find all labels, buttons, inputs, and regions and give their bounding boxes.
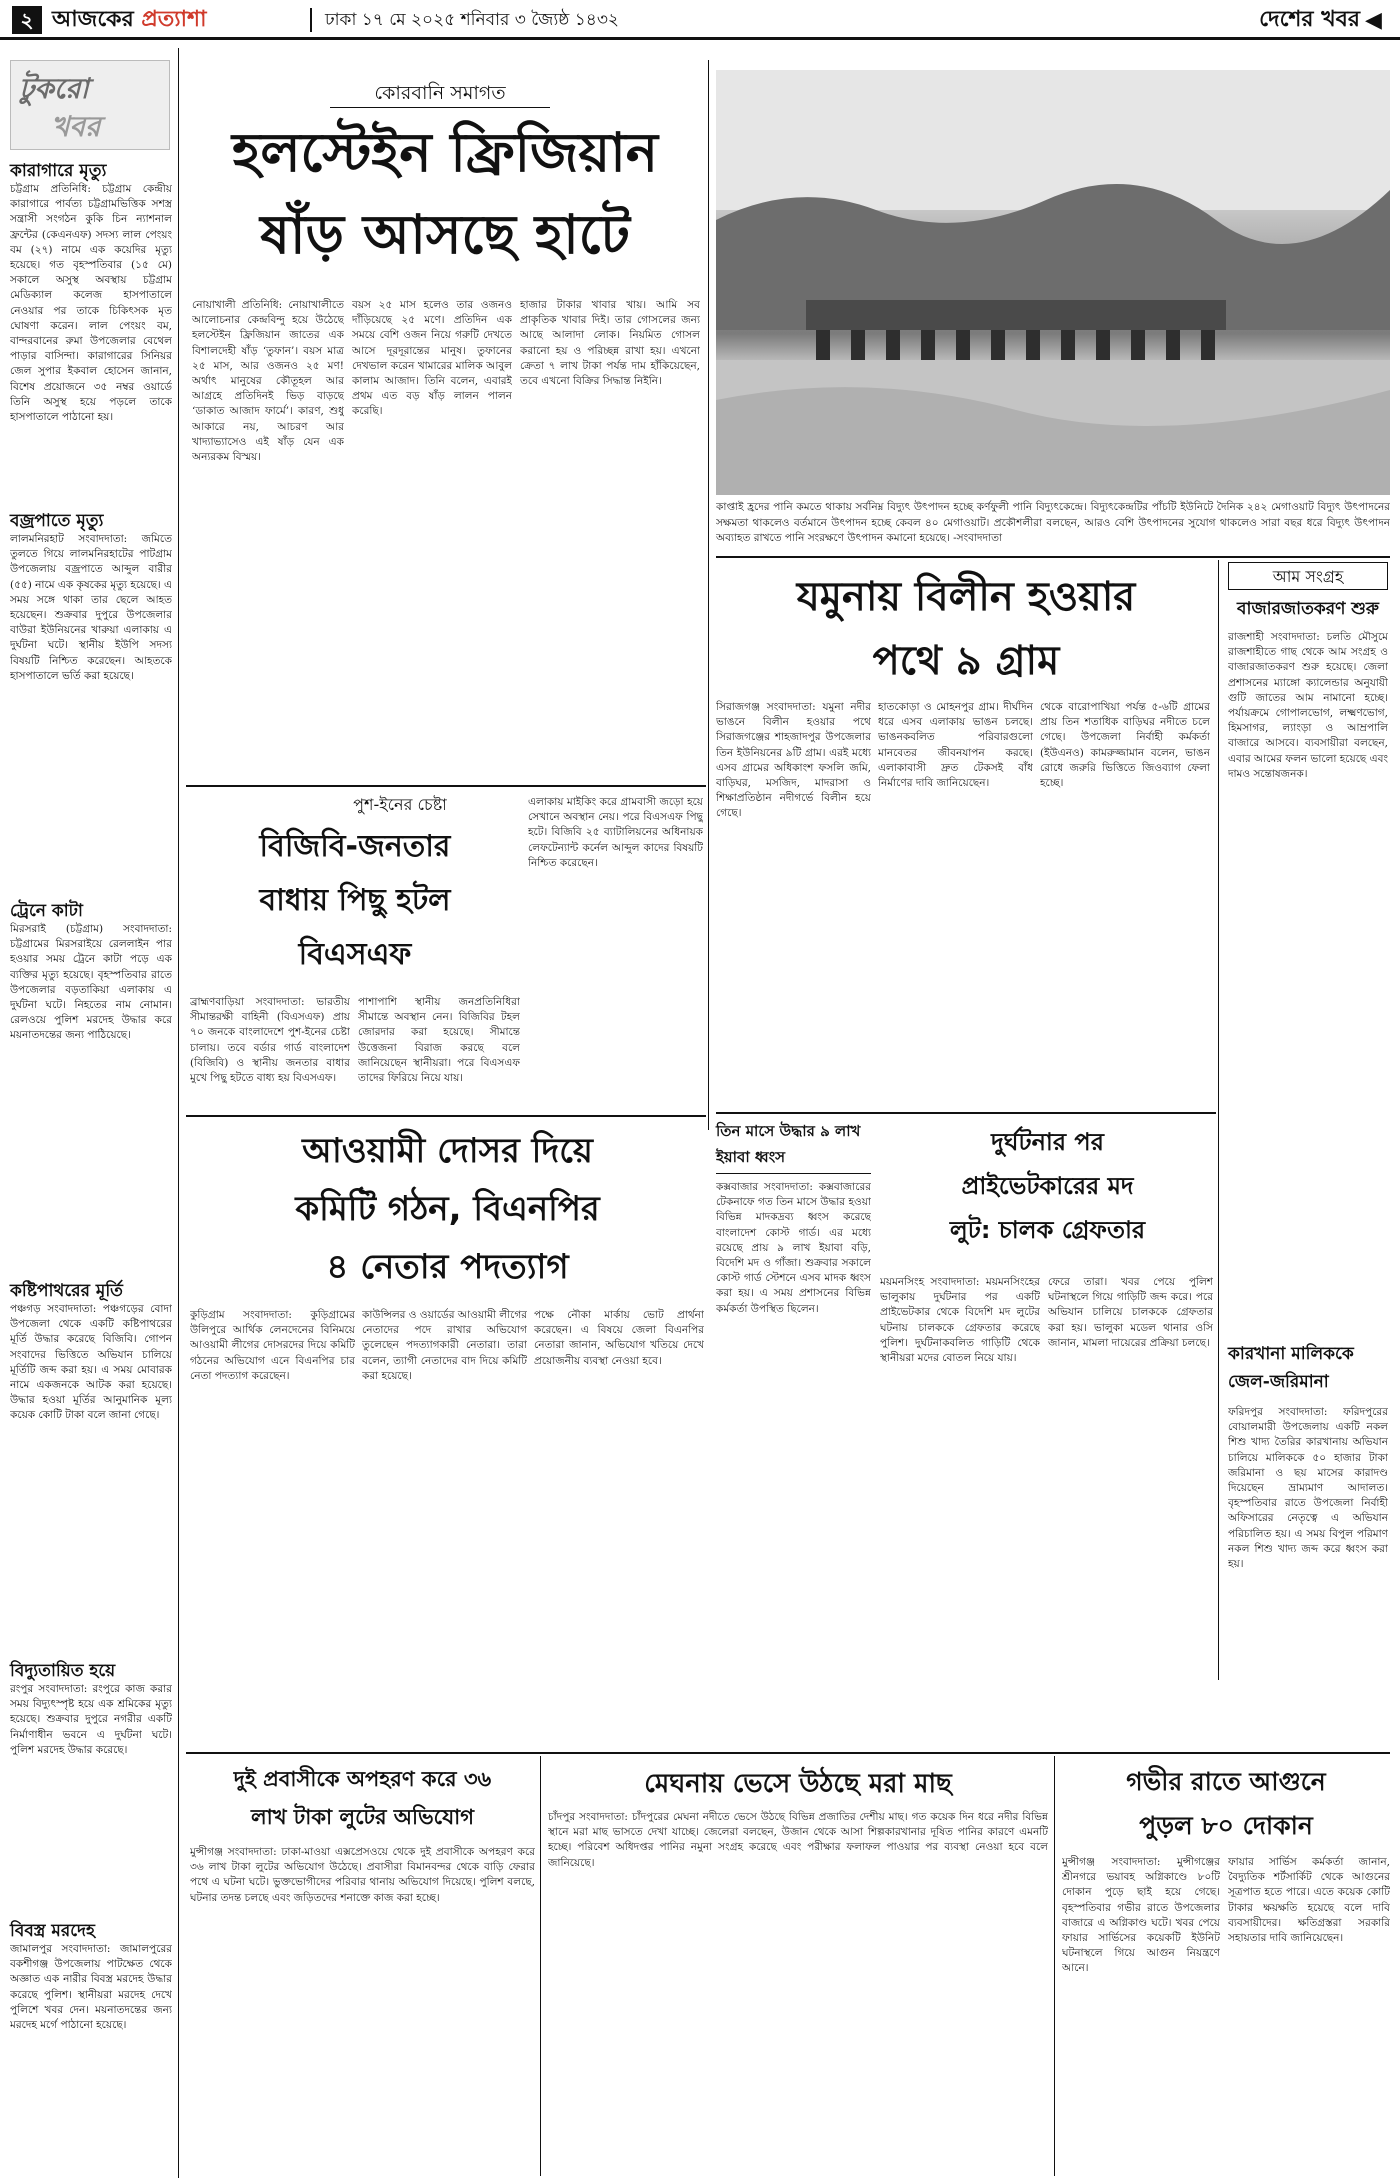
fire-headline bbox=[1062, 1760, 1390, 1850]
fire-headline-line2: পুড়ল ৮০ দোকান bbox=[1139, 1811, 1313, 1840]
bgb-col2: পাশাপাশি স্থানীয় জনপ্রতিনিধিরা সীমান্তে অবস্থান নেন। বিজিবির টহল জোরদার করা হয়েছে। সীমান্তে উত্তেজনা বিরাজ করছে বলে জানিয়েছেন স্থানীয়রা। পরে বিএসএফ তাদের ফিরিয়ে নিয়ে যায়। bbox=[358, 996, 520, 1085]
photo-caption: কাপ্তাই হ্রদের পানি কমতে থাকায় সর্বনিম্ন বিদ্যুৎ উৎপাদন হচ্ছে কর্ণফুলী পানি বিদ্যুৎকেন্দ্রে। বিদ্যুৎকেন্দ্রটির পাঁচটি ইউনিটে দৈনিক ২৪২ মেগাওয়াট বিদ্যুৎ উৎপাদনের সক্ষমতা থাকলেও বর্তমানে উৎপাদন হচ্ছে কেবল ৪০ মেগাওয়াট। প্রকৌশলীরা বলছেন, আরও বেশি উৎপাদনের সুযোগ থাকলেও সারা বছর ধরে বিদ্যুৎ উৎপাদন অব্যাহত রাখতে পানি সংরক্ষণে উৎপাদন কমানো হয়েছে। -সংবাদদাতা bbox=[716, 501, 1390, 544]
lead-headline bbox=[190, 112, 700, 287]
bottom-row-rule bbox=[186, 1752, 1390, 1754]
page-header bbox=[0, 0, 1400, 40]
lead-headline-line2: ষাঁড় আসছে হাটে bbox=[260, 203, 630, 266]
accident-headline-line2: প্রাইভেটকারের মদ bbox=[961, 1172, 1134, 1200]
awami-headline bbox=[190, 1122, 705, 1302]
bgb-headline-line1: বিজিবি-জনতার bbox=[259, 829, 451, 864]
awami-headline-line1: আওয়ামী দোসর দিয়ে bbox=[302, 1131, 593, 1171]
yaba-text: কক্সবাজার সংবাদদাতা: কক্সবাজারের টেকনাফে গত তিন মাসে উদ্ধার হওয়া বিভিন্ন মাদকদ্রব্য ধ্বংস করেছে বাংলাদেশ কোস্ট গার্ড। এর মধ্যে রয়েছে প্রায় ৯ লাখ ইয়াবা বড়ি, বিদেশি মদ ও গাঁজা। শুক্রবার সকালে কোস্ট গার্ড স্টেশনে এসব মাদক ধ্বংস করা হয়। এ সময় প্রশাসনের বিভিন্ন কর্মকর্তা উপস্থিত ছিলেন। bbox=[716, 1181, 871, 1315]
sidebar-item-title: কারাগারে মৃত্যু bbox=[10, 161, 107, 181]
sidebar-logo bbox=[10, 60, 170, 150]
accident-headline-line3: লুট: চালক গ্রেফতার bbox=[949, 1216, 1146, 1244]
yaba-title: তিন মাসে উদ্ধার ৯ লাখ ইয়াবা ধ্বংস bbox=[716, 1118, 871, 1174]
lead-story-col2: বয়স ২৫ মাস হলেও তার ওজনও দাঁড়িয়েছে ২৫ মণে। প্রতিদিন এক সময়ে বেশি ওজন নিয়ে গরুটি দেখতে আসে দূরদূরান্তের মানুষ। তুফানের দেখভাল করেন খামারের মালিক আবুল কালাম আজাদ। তিনি বলেন, এবারই প্রথম এত বড় ষাঁড় লালন পালন করেছি। bbox=[352, 299, 512, 418]
factory-text: ফরিদপুর সংবাদদাতা: ফরিদপুরের বোয়ালমারী উপজেলায় একটি নকল শিশু খাদ্য তৈরির কারখানায় অভিযান চালিয়ে মালিককে ৫০ হাজার টাকা জরিমানা ও ছয় মাসের কারাদণ্ড দিয়েছেন ভ্রাম্যমাণ আদালত। বৃহস্পতিবার রাতে উপজেলা নির্বাহী অফিসারের নেতৃত্বে এ অভিযান পরিচালিত হয়। এ সময় বিপুল পরিমাণ নকল শিশু খাদ্য জব্দ করে ধ্বংস করা হয়। bbox=[1228, 1406, 1388, 1571]
abduction-headline-line1: দুই প্রবাসীকে অপহরণ করে ৩৬ bbox=[233, 1767, 492, 1791]
abduction-headline-line2: লাখ টাকা লুটের অভিযোগ bbox=[250, 1805, 475, 1829]
sidebar-item bbox=[10, 1280, 172, 1650]
lead-story-col3: হাজার টাকার খাবার খায়। আমি সব প্রাকৃতিক খাবার দিই। তার গোসলের জন্য আছে আলাদা লোক। নিয়মিত গোসল করানো হয় ও পরিচ্ছন্ন রাখা হয়। এখনো ক্রেতা ৭ লাখ টাকা পর্যন্ত দাম হাঁকিয়েছেন, তবে এখনো বিক্রির সিদ্ধান্ত নিইনি। bbox=[520, 299, 700, 388]
sidebar-item-title: বিদ্যুতায়িত হয়ে bbox=[10, 1661, 116, 1681]
sidebar-item bbox=[10, 1660, 172, 1910]
jamuna-col2: হাতকোড়া ও মোহনপুর গ্রাম। দীর্ঘদিন ধরে এসব এলাকায় ভাঙন চলছে। ভাঙনকবলিত পরিবারগুলো মানবেতর জীবনযাপন করছে। এলাকাবাসী দ্রুত টেকসই বাঁধ নির্মাণের দাবি জানিয়েছেন। bbox=[878, 701, 1033, 790]
section-title: দেশের খবর bbox=[1259, 7, 1360, 32]
bgb-kicker: পুশ-ইনের চেষ্টা bbox=[353, 795, 447, 814]
dam-photo bbox=[716, 70, 1390, 495]
jamuna-headline bbox=[716, 565, 1216, 695]
fish-headline: মেঘনায় ভেসে উঠছে মরা মাছ bbox=[644, 1769, 952, 1799]
dateline: ঢাকা ১৭ মে ২০২৫ শনিবার ৩ জ্যৈষ্ঠ ১৪৩২ bbox=[325, 10, 619, 30]
accident-col1: ময়মনসিংহ সংবাদদাতা: ময়মনসিংহের ভালুকায় দুর্ঘটনার পর একটি প্রাইভেটকার থেকে বিদেশি মদ লুটের ঘটনায় চালককে গ্রেফতার করেছে পুলিশ। দুর্ঘটনাকবলিত গাড়িটি থেকে স্থানীয়রা মদের বোতল নিয়ে যায়। bbox=[880, 1276, 1040, 1365]
sidebar-item-title: ট্রেনে কাটা bbox=[10, 901, 83, 921]
bgb-headline bbox=[190, 820, 520, 990]
lead-headline-line1: হলস্টেইন ফ্রিজিয়ান bbox=[231, 121, 659, 184]
sidebar-item bbox=[10, 1920, 172, 2175]
page-number: ২ bbox=[12, 6, 42, 34]
fire-col2: ফায়ার সার্ভিস কর্মকর্তা জানান, বৈদ্যুতিক শর্টসার্কিট থেকে আগুনের সূত্রপাত হতে পারে। এতে কয়েক কোটি টাকার ক্ষয়ক্ষতি হয়েছে বলে দাবি ব্যবসায়ীদের। ক্ষতিগ্রস্তরা সরকারি সহায়তার দাবি জানিয়েছেন। bbox=[1228, 1856, 1390, 1945]
abduction-headline bbox=[190, 1760, 535, 1840]
lead-kicker: কোরবানি সমাগত bbox=[330, 78, 550, 108]
sidebar-divider bbox=[178, 48, 179, 2178]
bgb-col3: এলাকায় মাইকিং করে গ্রামবাসী জড়ো হয়ে সেখানে অবস্থান নেয়। পরে বিএসএফ পিছু হটে। বিজিবি ২৫ ব্যাটালিয়নের অধিনায়ক লেফটেন্যান্ট কর্নেল আব্দুল কাদের বিষয়টি নিশ্চিত করেছেন। bbox=[528, 796, 703, 869]
bottom-rule-1 bbox=[540, 1756, 541, 2176]
logo-part1: আজকের bbox=[52, 7, 134, 32]
photo-bottom-rule bbox=[716, 556, 1390, 558]
lead-story-col1: নোয়াখালী প্রতিনিধি: নোয়াখালীতে আলোচনার কেন্দ্রবিন্দু হয়ে উঠেছে হলস্টেইন ফ্রিজিয়ান জাতের এক বিশালদেহী ষাঁড় ‘তুফান’। বয়স মাত্র ২৫ মাস, আর ওজনও ২৫ মণ! অর্থাৎ মানুষের কৌতূহল আর আগ্রহে প্রতিদিনই ভিড় বাড়ছে ‘ডাকাত আজাদ ফার্মে’। কারণ, শুধু আকারে নয়, আচরণ আর খাদ্যাভ্যাসেও এই ষাঁড় যেন এক অন্যরকম বিস্ময়। bbox=[192, 299, 344, 464]
abduction-text: মুন্সীগঞ্জ সংবাদদাতা: ঢাকা-মাওয়া এক্সপ্রেসওয়ে থেকে দুই প্রবাসীকে অপহরণ করে ৩৬ লাখ টাকা লুটের অভিযোগ উঠেছে। প্রবাসীরা বিমানবন্দর থেকে বাড়ি ফেরার পথে এ ঘটনা ঘটে। ভুক্তভোগীদের পরিবার থানায় অভিযোগ দিয়েছে। পুলিশ বলছে, ঘটনার তদন্ত চলছে এবং জড়িতদের শনাক্তে কাজ করা হচ্ছে। bbox=[190, 1846, 535, 1904]
awami-col1: কুড়িগ্রাম সংবাদদাতা: কুড়িগ্রামের উলিপুরে আর্থিক লেনদেনের বিনিময়ে আওয়ামী লীগের দোসরদের দিয়ে কমিটি গঠনের অভিযোগ এনে বিএনপির চার নেতা পদত্যাগ করেছেন। bbox=[190, 1309, 355, 1382]
awami-headline-line3: ৪ নেতার পদত্যাগ bbox=[326, 1247, 569, 1287]
accident-col2: ফেরে তারা। খবর পেয়ে পুলিশ ঘটনাস্থলে গিয়ে গাড়িটি জব্দ করে। পরে অভিযান চালিয়ে চালককে গ্রেফতার করা হয়। ভালুকা মডেল থানার ওসি জানান, মামলা দায়েরের প্রক্রিয়া চলছে। bbox=[1048, 1276, 1213, 1349]
newspaper-logo bbox=[52, 4, 302, 36]
factory-title: কারখানা মালিককে জেল-জরিমানা bbox=[1228, 1344, 1354, 1392]
sidebar-item-title: কষ্টিপাথরের মূর্তি bbox=[10, 1281, 123, 1301]
sidebar-item-title: বজ্রপাতে মৃত্যু bbox=[10, 511, 104, 531]
sidebar-item-text: লালমনিরহাট সংবাদদাতা: জমিতে তুলতে গিয়ে লালমনিরহাটের পাটগ্রাম উপজেলায় বজ্রপাতে আব্দুল বারীর (৫৫) নামে এক কৃষকের মৃত্যু হয়েছে। এ সময় সঙ্গে থাকা তার ছেলে আহত হয়েছেন। শুক্রবার দুপুরে উপজেলার বাউরা ইউনিয়নের খারুয়া এলাকায় এ দুর্ঘটনা ঘটে। স্থানীয় ইউপি সদস্য বিষয়টি নিশ্চিত করেছেন। আহতকে হাসপাতালে ভর্তি করা হয়েছে। bbox=[10, 533, 172, 682]
mango-text: রাজশাহী সংবাদদাতা: চলতি মৌসুমে রাজশাহীতে গাছ থেকে আম সংগ্রহ ও বাজারজাতকরণ শুরু হয়েছে। জেলা প্রশাসনের ম্যাঙ্গো ক্যালেন্ডার অনুযায়ী গুটি জাতের আম নামানো হচ্ছে। পর্যায়ক্রমে গোপালভোগ, লক্ষ্মণভোগ, হিমসাগর, ল্যাংড়া ও আম্রপালি বাজারে আসবে। ব্যবসায়ীরা বলছেন, এবার আমের ফলন ভালো হয়েছে এবং দামও সন্তোষজনক। bbox=[1228, 631, 1388, 780]
sidebar-item-text: চট্টগ্রাম প্রতিনিধি: চট্টগ্রাম কেন্দ্রীয় কারাগারে পার্বত্য চট্টগ্রামভিত্তিক সশস্ত্র সন্ত্রাসী সংগঠন কুকি চিন ন্যাশনাল ফ্রন্টের (কেএনএফ) সদস্য লাল পেংয়ং বম (২৭) নামে এক কয়েদির মৃত্যু হয়েছে। গত বৃহস্পতিবার (১৫ মে) সকালে অসুস্থ অবস্থায় চট্টগ্রাম মেডিক্যাল কলেজ হাসপাতালে নেওয়ার পর তাকে চিকিৎসক মৃত ঘোষণা করেন। লাল পেংয়ং বম, বান্দরবানের রুমা উপজেলার বেথেল পাড়ার বাসিন্দা। কারাগারের সিনিয়র জেল সুপার ইকবাল হোসেন জানান, বিশেষ প্রয়োজনে ৩৫ নম্বর ওয়ার্ডে তিনি অসুস্থ হয়ে পড়লে তাকে হাসপাতালে পাঠানো হয়। bbox=[10, 183, 172, 424]
bgb-top-rule bbox=[186, 785, 706, 787]
fire-headline-line1: গভীর রাতে আগুনে bbox=[1126, 1767, 1326, 1796]
sidebar-item bbox=[10, 510, 172, 890]
sidebar-item-title: বিবস্ত্র মরদেহ bbox=[10, 1921, 95, 1941]
jamuna-headline-line1: যমুনায় বিলীন হওয়ার bbox=[796, 574, 1136, 620]
sidebar-logo-line2: খবর bbox=[51, 110, 101, 143]
sidebar-item-text: পঞ্চগড় সংবাদদাতা: পঞ্চগড়ের বোদা উপজেলা থেকে একটি কষ্টিপাথরের মূর্তি উদ্ধার করেছে বিজিবি। গোপন সংবাদের ভিত্তিতে অভিযান চালিয়ে মূর্তিটি জব্দ করা হয়। এ সময় মোবারক নামে একজনকে আটক করা হয়েছে। উদ্ধার হওয়া মূর্তির আনুমানিক মূল্য কয়েক কোটি টাকা বলে জানা গেছে। bbox=[10, 1303, 172, 1422]
section-arrow-icon: ◀ bbox=[1365, 8, 1382, 33]
fire-col1: মুন্সীগঞ্জ সংবাদদাতা: মুন্সীগঞ্জের শ্রীনগরে ভয়াবহ অগ্নিকাণ্ডে ৮০টি দোকান পুড়ে ছাই হয়ে গেছে। বৃহস্পতিবার গভীর রাতে উপজেলার বাজারে এ অগ্নিকাণ্ড ঘটে। খবর পেয়ে ফায়ার সার্ভিসের কয়েকটি ইউনিট ঘটনাস্থলে গিয়ে আগুন নিয়ন্ত্রণে আনে। bbox=[1062, 1856, 1220, 1975]
fish-text: চাঁদপুর সংবাদদাতা: চাঁদপুরের মেঘনা নদীতে ভেসে উঠছে বিভিন্ন প্রজাতির দেশীয় মাছ। গত কয়েক দিন ধরে নদীর বিভিন্ন স্থানে মরা মাছ ভাসতে দেখা যাচ্ছে। জেলেরা বলছেন, উজান থেকে আসা শিল্পকারখানার দূষিত পানির কারণে এমনটি হচ্ছে। পরিবেশ অধিদপ্তর পানির নমুনা সংগ্রহ করেছে এবং পরীক্ষার ফলাফল পাওয়ার পর ব্যবস্থা নেওয়া হবে বলে জানিয়েছে। bbox=[548, 1811, 1048, 1869]
mango-title: বাজারজাতকরণ শুরু bbox=[1237, 599, 1379, 619]
jamuna-col1: সিরাজগঞ্জ সংবাদদাতা: যমুনা নদীর ভাঙনে বিলীন হওয়ার পথে সিরাজগঞ্জের শাহজাদপুর উপজেলার তিন ইউনিয়নের ৯টি গ্রাম। এরই মধ্যে এসব গ্রামের অধিকাংশ ফসলি জমি, বাড়িঘর, মসজিদ, মাদরাসা ও শিক্ষাপ্রতিষ্ঠান নদীগর্ভে বিলীন হয়ে গেছে। bbox=[716, 701, 871, 820]
accident-headline bbox=[880, 1120, 1215, 1270]
sidebar-item bbox=[10, 160, 172, 500]
bgb-headline-line3: বিএসএফ bbox=[298, 937, 412, 972]
lead-vertical-rule bbox=[708, 60, 709, 1130]
bgb-headline-line2: বাধায় পিছু হটল bbox=[259, 883, 451, 918]
mango-kicker: আম সংগ্রহ bbox=[1228, 562, 1388, 590]
dam-photo-illustration bbox=[716, 70, 1390, 495]
jamuna-col3: থেকে বারোপাখিয়া পর্যন্ত ৫-৬টি গ্রামের প্রায় তিন শতাধিক বাড়িঘর নদীতে চলে গেছে। উপজেলা নির্বাহী কর্মকর্তা (ইউএনও) কামরুজ্জামান বলেন, ভাঙন রোধে জরুরি ভিত্তিতে জিওব্যাগ ফেলা হচ্ছে। bbox=[1040, 701, 1210, 790]
yaba-top-rule bbox=[716, 1112, 1216, 1114]
sidebar-logo-line1: টুকরো bbox=[19, 72, 89, 105]
awami-top-rule bbox=[186, 1115, 706, 1117]
bgb-col1: ব্রাহ্মণবাড়িয়া সংবাদদাতা: ভারতীয় সীমান্তরক্ষী বাহিনী (বিএসএফ) প্রায় ৭০ জনকে বাংলাদেশে পুশ-ইনের চেষ্টা চালায়। তবে বর্ডার গার্ড বাংলাদেশ (বিজিবি) ও স্থানীয় জনতার বাধার মুখে পিছু হটতে বাধ্য হয় বিএসএফ। bbox=[190, 996, 350, 1085]
sidebar-item-text: জামালপুর সংবাদদাতা: জামালপুরের বকশীগঞ্জ উপজেলায় পাটক্ষেত থেকে অজ্ঞাত এক নারীর বিবস্ত্র মরদেহ উদ্ধার করেছে পুলিশ। স্থানীয়রা মরদেহ দেখে পুলিশে খবর দেন। ময়নাতদন্তের জন্য মরদেহ মর্গে পাঠানো হয়েছে। bbox=[10, 1943, 172, 2032]
jamuna-headline-line2: পথে ৯ গ্রাম bbox=[872, 638, 1060, 684]
awami-col3: পক্ষে নৌকা মার্কায় ভোট প্রার্থনা করেছেন। এ বিষয়ে জেলা বিএনপির নেতারা জানান, অভিযোগ খতিয়ে দেখে প্রয়োজনীয় ব্যবস্থা নেওয়া হবে। bbox=[534, 1309, 704, 1367]
logo-part2: প্রত্যাশা bbox=[141, 7, 207, 32]
sidebar-item-text: রংপুর সংবাদদাতা: রংপুরে কাজ করার সময় বিদ্যুৎস্পৃষ্ট হয়ে এক শ্রমিকের মৃত্যু হয়েছে। শুক্রবার দুপুরে নগরীর একটি নির্মাণাধীন ভবনে এ দুর্ঘটনা ঘটে। পুলিশ মরদেহ উদ্ধার করেছে। bbox=[10, 1683, 172, 1756]
right-column-rule bbox=[1218, 560, 1219, 1680]
awami-headline-line2: কমিটি গঠন, বিএনপির bbox=[295, 1189, 600, 1229]
awami-col2: কাউন্সিলর ও ওয়ার্ডের আওয়ামী লীগের নেতাদের পদে রাখার অভিযোগ তুলেছেন পদত্যাগকারী নেতারা। তারা বলেন, ত্যাগী নেতাদের বাদ দিয়ে কমিটি করা হয়েছে। bbox=[362, 1309, 527, 1382]
accident-headline-line1: দুর্ঘটনার পর bbox=[991, 1128, 1104, 1156]
header-divider bbox=[310, 8, 312, 32]
sidebar-item bbox=[10, 900, 172, 1270]
sidebar-item-text: মিরসরাই (চট্টগ্রাম) সংবাদদাতা: চট্টগ্রামের মিরসরাইয়ে রেললাইন পার হওয়ার সময় ট্রেনে কাটা পড়ে এক ব্যক্তির মৃত্যু হয়েছে। বৃহস্পতিবার রাতে উপজেলার বড়তাকিয়া এলাকায় এ দুর্ঘটনা ঘটে। নিহতের নাম নোমান। রেলওয়ে পুলিশ মরদেহ উদ্ধার করে ময়নাতদন্তের জন্য পাঠিয়েছে। bbox=[10, 923, 172, 1042]
bottom-rule-2 bbox=[1054, 1756, 1055, 2176]
